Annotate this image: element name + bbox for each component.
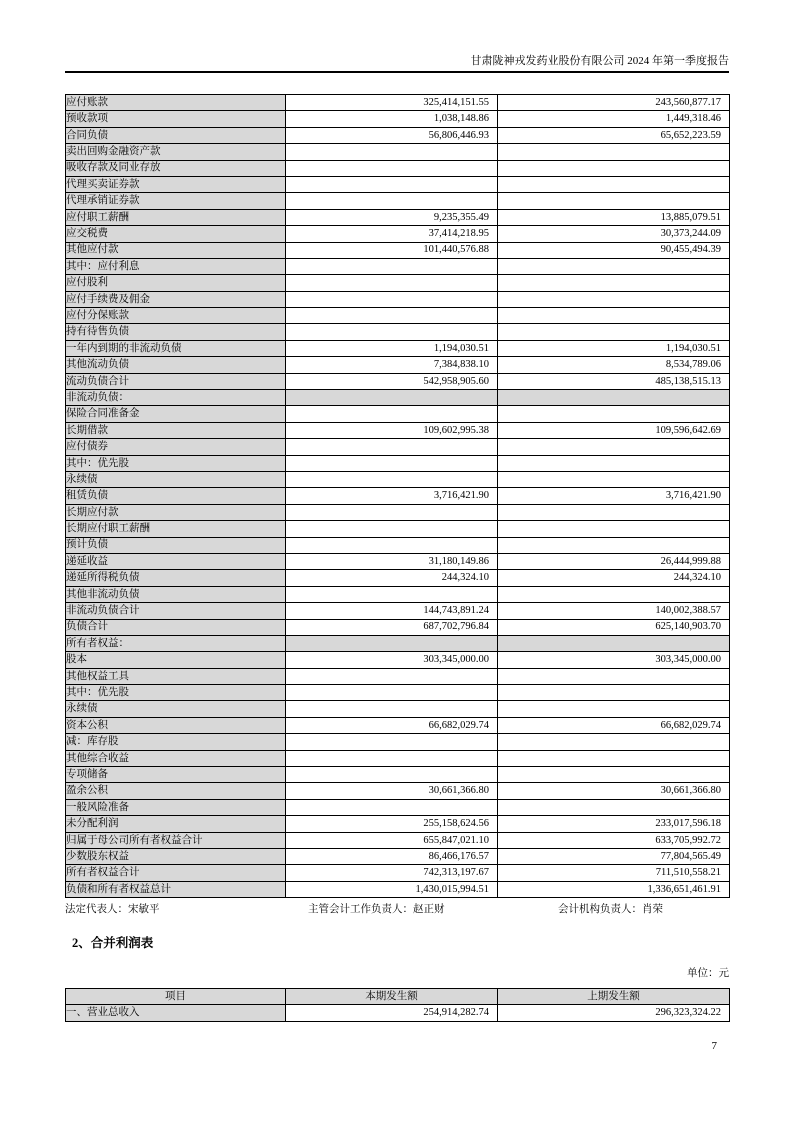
table-row xyxy=(66,701,730,717)
table-row xyxy=(66,209,730,225)
row-label: 应交税费 xyxy=(66,226,286,242)
prior-period-value: 90,455,494.39 xyxy=(498,242,730,258)
prior-period-value: 244,324.10 xyxy=(498,570,730,586)
table-row xyxy=(66,242,730,258)
row-label: 股本 xyxy=(66,652,286,668)
income-statement-title: 2、合并利润表 xyxy=(72,936,154,950)
table-row xyxy=(66,881,730,897)
prior-period-value: 1,194,030.51 xyxy=(498,340,730,356)
page-number: 7 xyxy=(711,1040,717,1052)
table-row xyxy=(66,504,730,520)
row-label: 其中：应付利息 xyxy=(66,258,286,274)
prior-period-value: 140,002,388.57 xyxy=(498,603,730,619)
prior-period-value: 625,140,903.70 xyxy=(498,619,730,635)
prior-period-value: 8,534,789.06 xyxy=(498,357,730,373)
table-row xyxy=(66,160,730,176)
prior-period-value xyxy=(498,144,730,160)
table-row xyxy=(66,258,730,274)
row-label: 一、营业总收入 xyxy=(66,1005,286,1021)
page-header-title: 甘肃陇神戎发药业股份有限公司 2024 年第一季度报告 xyxy=(470,55,729,67)
row-label: 其他应付款 xyxy=(66,242,286,258)
current-period-value: 3,716,421.90 xyxy=(286,488,498,504)
current-period-value: 244,324.10 xyxy=(286,570,498,586)
row-label: 其中：优先股 xyxy=(66,685,286,701)
row-label: 预收款项 xyxy=(66,111,286,127)
current-period-value: 303,345,000.00 xyxy=(286,652,498,668)
table-row xyxy=(66,291,730,307)
table-row xyxy=(66,619,730,635)
current-period-value: 9,235,355.49 xyxy=(286,209,498,225)
table-row xyxy=(66,308,730,324)
row-label: 其中：优先股 xyxy=(66,455,286,471)
prior-period-value xyxy=(498,635,730,651)
current-period-value xyxy=(286,390,498,406)
row-label: 少数股东权益 xyxy=(66,848,286,864)
current-period-value xyxy=(286,586,498,602)
row-label: 卖出回购金融资产款 xyxy=(66,144,286,160)
current-period-value xyxy=(286,176,498,192)
current-period-value: 1,038,148.86 xyxy=(286,111,498,127)
section-row xyxy=(66,390,730,406)
row-label: 长期借款 xyxy=(66,422,286,438)
prior-period-value: 109,596,642.69 xyxy=(498,422,730,438)
signature-line xyxy=(65,901,729,917)
table-row xyxy=(66,324,730,340)
row-label: 所有者权益合计 xyxy=(66,865,286,881)
table-row xyxy=(66,537,730,553)
balance-sheet-body xyxy=(66,95,730,898)
legal-representative: 法定代表人：宋敏平 xyxy=(65,904,160,915)
current-period-value xyxy=(286,193,498,209)
table-row xyxy=(66,488,730,504)
row-label: 永续债 xyxy=(66,701,286,717)
row-label: 减：库存股 xyxy=(66,734,286,750)
current-period-value xyxy=(286,324,498,340)
table-row xyxy=(66,521,730,537)
current-period-value: 742,313,197.67 xyxy=(286,865,498,881)
current-period-value xyxy=(286,701,498,717)
row-label: 盈余公积 xyxy=(66,783,286,799)
row-label: 应付手续费及佣金 xyxy=(66,291,286,307)
table-row xyxy=(66,816,730,832)
prior-period-value xyxy=(498,275,730,291)
current-period-value xyxy=(286,767,498,783)
row-label: 应付分保账款 xyxy=(66,308,286,324)
table-row xyxy=(66,176,730,192)
current-period-value: 101,440,576.88 xyxy=(286,242,498,258)
row-label: 专项储备 xyxy=(66,767,286,783)
row-label: 未分配利润 xyxy=(66,816,286,832)
current-period-value xyxy=(286,471,498,487)
prior-period-value: 233,017,596.18 xyxy=(498,816,730,832)
table-row xyxy=(66,652,730,668)
table-row xyxy=(66,799,730,815)
prior-period-value xyxy=(498,308,730,324)
prior-period-value: 485,138,515.13 xyxy=(498,373,730,389)
current-period-value xyxy=(286,275,498,291)
prior-period-value xyxy=(498,160,730,176)
prior-period-value: 711,510,558.21 xyxy=(498,865,730,881)
table-row xyxy=(66,553,730,569)
row-label: 递延收益 xyxy=(66,553,286,569)
prior-period-value xyxy=(498,750,730,766)
table-row xyxy=(66,373,730,389)
current-period-value xyxy=(286,439,498,455)
current-period-value xyxy=(286,799,498,815)
current-period-value: 144,743,891.24 xyxy=(286,603,498,619)
row-label: 应付账款 xyxy=(66,95,286,111)
header-rule xyxy=(65,71,729,73)
row-label: 流动负债合计 xyxy=(66,373,286,389)
current-period-value xyxy=(286,521,498,537)
prior-period-value xyxy=(498,176,730,192)
row-label: 归属于母公司所有者权益合计 xyxy=(66,832,286,848)
row-label: 一般风险准备 xyxy=(66,799,286,815)
table-row xyxy=(66,340,730,356)
current-period-value xyxy=(286,537,498,553)
prior-period-value: 13,885,079.51 xyxy=(498,209,730,225)
table-row xyxy=(66,95,730,111)
row-label: 持有待售负债 xyxy=(66,324,286,340)
table-row xyxy=(66,783,730,799)
accounting-department-head: 会计机构负责人：肖荣 xyxy=(558,904,663,915)
row-label: 其他权益工具 xyxy=(66,668,286,684)
table-row xyxy=(66,586,730,602)
current-period-value xyxy=(286,734,498,750)
table-row xyxy=(66,767,730,783)
row-label: 递延所得税负债 xyxy=(66,570,286,586)
table-row xyxy=(66,717,730,733)
row-label: 应付债券 xyxy=(66,439,286,455)
prior-period-value: 77,804,565.49 xyxy=(498,848,730,864)
row-label: 负债合计 xyxy=(66,619,286,635)
current-period-value: 37,414,218.95 xyxy=(286,226,498,242)
table-row xyxy=(66,471,730,487)
current-period-value xyxy=(286,160,498,176)
unit-label: 单位：元 xyxy=(687,968,729,979)
table-row xyxy=(66,406,730,422)
current-period-value xyxy=(286,308,498,324)
table-row xyxy=(66,570,730,586)
current-period-value xyxy=(286,258,498,274)
table-row xyxy=(66,865,730,881)
current-period-value xyxy=(286,455,498,471)
income-statement-table xyxy=(65,988,730,1022)
row-label: 预计负债 xyxy=(66,537,286,553)
row-label: 保险合同准备金 xyxy=(66,406,286,422)
table-row xyxy=(66,734,730,750)
row-label: 代理买卖证券款 xyxy=(66,176,286,192)
row-label: 代理承销证券款 xyxy=(66,193,286,209)
current-period-value xyxy=(286,668,498,684)
table-row xyxy=(66,832,730,848)
row-label: 其他非流动负债 xyxy=(66,586,286,602)
chief-accountant: 主管会计工作负责人：赵正财 xyxy=(308,904,445,915)
current-period-value: 7,384,838.10 xyxy=(286,357,498,373)
row-label: 应付职工薪酬 xyxy=(66,209,286,225)
prior-period-value: 30,373,244.09 xyxy=(498,226,730,242)
current-period-value: 30,661,366.80 xyxy=(286,783,498,799)
prior-period-value xyxy=(498,390,730,406)
prior-period-value xyxy=(498,439,730,455)
current-period-value: 325,414,151.55 xyxy=(286,95,498,111)
prior-period-value xyxy=(498,324,730,340)
table-row xyxy=(66,603,730,619)
column-header-item: 项目 xyxy=(66,989,286,1005)
current-period-value xyxy=(286,635,498,651)
prior-period-value xyxy=(498,455,730,471)
table-row xyxy=(66,1005,730,1021)
current-period-value xyxy=(286,144,498,160)
table-row xyxy=(66,685,730,701)
prior-period-value xyxy=(498,767,730,783)
table-row xyxy=(66,275,730,291)
table-row xyxy=(66,226,730,242)
current-period-value xyxy=(286,750,498,766)
section-row xyxy=(66,635,730,651)
current-period-value xyxy=(286,685,498,701)
income-statement-body xyxy=(66,1005,730,1021)
current-period-value xyxy=(286,406,498,422)
prior-period-value: 3,716,421.90 xyxy=(498,488,730,504)
current-period-value: 56,806,446.93 xyxy=(286,127,498,143)
current-period-value: 687,702,796.84 xyxy=(286,619,498,635)
row-label: 非流动负债合计 xyxy=(66,603,286,619)
balance-sheet-table xyxy=(65,94,730,898)
table-row xyxy=(66,848,730,864)
income-statement-header-row xyxy=(66,989,730,1005)
row-label: 长期应付款 xyxy=(66,504,286,520)
current-period-value: 1,194,030.51 xyxy=(286,340,498,356)
table-row xyxy=(66,439,730,455)
table-row xyxy=(66,144,730,160)
current-period-value: 655,847,021.10 xyxy=(286,832,498,848)
prior-period-value: 303,345,000.00 xyxy=(498,652,730,668)
prior-period-value xyxy=(498,471,730,487)
current-period-value: 542,958,905.60 xyxy=(286,373,498,389)
current-period-value: 66,682,029.74 xyxy=(286,717,498,733)
prior-period-value xyxy=(498,504,730,520)
prior-period-value xyxy=(498,734,730,750)
row-label: 永续债 xyxy=(66,471,286,487)
row-label: 吸收存款及同业存放 xyxy=(66,160,286,176)
table-row xyxy=(66,357,730,373)
row-label: 长期应付职工薪酬 xyxy=(66,521,286,537)
prior-period-value xyxy=(498,701,730,717)
current-period-value: 86,466,176.57 xyxy=(286,848,498,864)
prior-period-value: 66,682,029.74 xyxy=(498,717,730,733)
table-row xyxy=(66,668,730,684)
prior-period-value: 26,444,999.88 xyxy=(498,553,730,569)
prior-period-value xyxy=(498,406,730,422)
table-row xyxy=(66,750,730,766)
prior-period-value xyxy=(498,193,730,209)
prior-period-value xyxy=(498,521,730,537)
current-period-value: 255,158,624.56 xyxy=(286,816,498,832)
row-label: 其他综合收益 xyxy=(66,750,286,766)
prior-period-value: 65,652,223.59 xyxy=(498,127,730,143)
table-row xyxy=(66,111,730,127)
current-period-value: 31,180,149.86 xyxy=(286,553,498,569)
table-row xyxy=(66,455,730,471)
column-header-prior-period: 上期发生额 xyxy=(498,989,730,1005)
prior-period-value: 1,449,318.46 xyxy=(498,111,730,127)
prior-period-value: 296,323,324.22 xyxy=(498,1005,730,1021)
table-row xyxy=(66,127,730,143)
current-period-value: 254,914,282.74 xyxy=(286,1005,498,1021)
prior-period-value xyxy=(498,668,730,684)
prior-period-value xyxy=(498,586,730,602)
row-label: 所有者权益： xyxy=(66,635,286,651)
row-label: 合同负债 xyxy=(66,127,286,143)
row-label: 一年内到期的非流动负债 xyxy=(66,340,286,356)
current-period-value xyxy=(286,504,498,520)
prior-period-value: 30,661,366.80 xyxy=(498,783,730,799)
row-label: 应付股利 xyxy=(66,275,286,291)
table-row xyxy=(66,193,730,209)
prior-period-value: 243,560,877.17 xyxy=(498,95,730,111)
column-header-current-period: 本期发生额 xyxy=(286,989,498,1005)
row-label: 租赁负债 xyxy=(66,488,286,504)
current-period-value xyxy=(286,291,498,307)
row-label: 负债和所有者权益总计 xyxy=(66,881,286,897)
prior-period-value xyxy=(498,291,730,307)
table-row xyxy=(66,422,730,438)
current-period-value: 1,430,015,994.51 xyxy=(286,881,498,897)
prior-period-value xyxy=(498,537,730,553)
row-label: 非流动负债： xyxy=(66,390,286,406)
prior-period-value xyxy=(498,799,730,815)
row-label: 资本公积 xyxy=(66,717,286,733)
prior-period-value xyxy=(498,685,730,701)
prior-period-value: 633,705,992.72 xyxy=(498,832,730,848)
current-period-value: 109,602,995.38 xyxy=(286,422,498,438)
prior-period-value: 1,336,651,461.91 xyxy=(498,881,730,897)
prior-period-value xyxy=(498,258,730,274)
row-label: 其他流动负债 xyxy=(66,357,286,373)
